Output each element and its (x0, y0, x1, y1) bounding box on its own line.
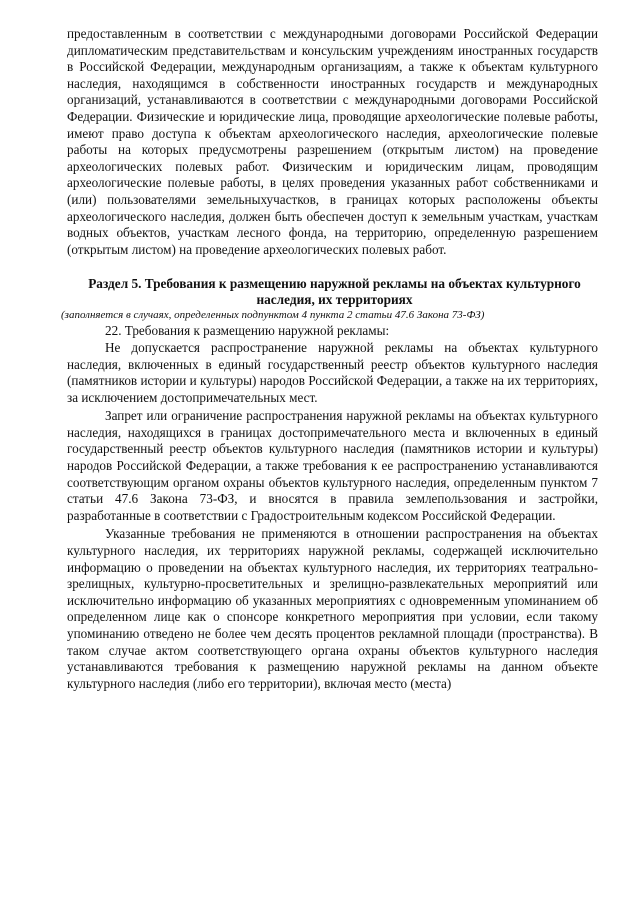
paragraph-access-rights: предоставленным в соответствии с международными договорами Российской Федерации дипломатическим представительствам и консульским учреждениям иностранных государств в Российской Федерации, международным организациям, а также к объектам культурного наследия, находящимся в собственности иностранных государств и международных организаций, устанавливаются в соответствии с международными договорами Российской Федерации. Физические и юридические лица, проводящие археологические полевые работы, имеют право доступа к объектам археологического наследия, археологические полевые работы на которых предусмотрены разрешением (открытым листом) на проведение археологических полевых работ. Физическим и юридическим лицам, проводящим археологические полевые работы, в целях проведения указанных работ собственниками и (или) пользователями земельныхучастков, в границах которых расположены объекты археологического наследия, должен быть обеспечен доступ к земельным участкам, участкам водных объектов, участкам лесного фонда, на территорию, определенную разрешением (открытым листом) на проведение археологических полевых работ. (67, 26, 598, 257)
section-5-note: (заполняется в случаях, определенных подпунктом 4 пункта 2 статьи 47.6 Закона 73-ФЗ) (61, 309, 485, 322)
paragraph-ad-restriction: Запрет или ограничение распространения наружной рекламы на объектах культурного наследия, находящихся в границах достопримечательного места и включенных в единый государственный реестр объектов культурного наследия (памятников истории и культуры) народов Российской Федерации, а также требования к ее распространению устанавливаются соответствующим органом охраны объектов культурного наследия, определенным пунктом 7 статьи 47.6 Закона 73-ФЗ, и вносятся в правила землепользования и застройки, разработанные в соответствии с Градостроительным кодексом Российской Федерации. (67, 408, 598, 523)
paragraph-exceptions: Указанные требования не применяются в отношении распространения на объектах культурного наследия, их территориях наружной рекламы, содержащей исключительно информацию о проведении на объектах культурного наследия, их территориях театрально-зрелищных, культурно-просветительных и зрелищно-развлекательных мероприятий или исключительно информацию об указанных мероприятиях с одновременным упоминанием об определенном лице как о спонсоре конкретного мероприятия при условии, если такому упоминанию отведено не более чем десять процентов рекламной площади (пространства). В таком случае актом соответствующего органа охраны объектов культурного наследия устанавливаются требования к размещению наружной рекламы на данном объекте культурного наследия (либо его территории), включая место (места) (67, 526, 598, 691)
section-5-heading: Раздел 5. Требования к размещению наружной рекламы на объектах культурного наследия, их территориях (88, 276, 581, 308)
item-22-title: 22. Требования к размещению наружной рекламы: (105, 323, 390, 339)
paragraph-ad-prohibition: Не допускается распространение наружной рекламы на объектах культурного наследия, включенных в единый государственный реестр объектов культурного наследия (памятников истории и культуры) народов Российской Федерации, а также на их территориях, за исключением достопримечательных мест. (67, 339, 598, 405)
